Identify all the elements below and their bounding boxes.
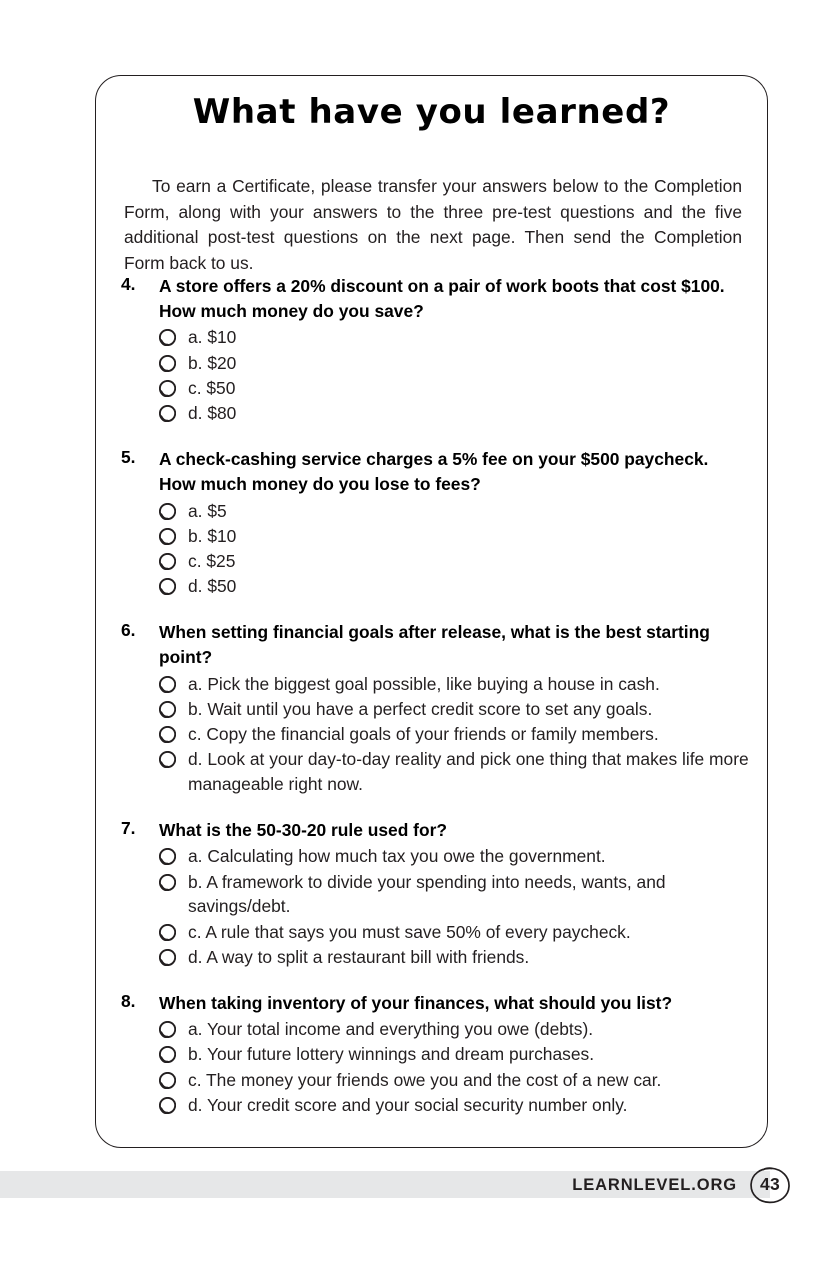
answer-options: [121, 672, 767, 797]
page-title: What have you learned?: [192, 92, 671, 132]
answer-option-label: d. $80: [188, 403, 237, 424]
question-number: 8.: [121, 990, 136, 1011]
answer-option[interactable]: [121, 574, 767, 599]
answer-option[interactable]: [121, 747, 767, 797]
question-heading: [121, 818, 767, 843]
radio-circle-icon[interactable]: [159, 1021, 176, 1038]
question-block: [96, 447, 767, 599]
question-text: A check-cashing service charges a 5% fee on your $500 paycheck. How much money do you lose to fees?: [159, 449, 709, 495]
answer-option-label: b. $20: [188, 352, 237, 373]
radio-circle-icon[interactable]: [159, 676, 176, 693]
question-number: 5.: [121, 447, 136, 468]
answer-option-label: c. A rule that says you must save 50% of every paycheck.: [188, 921, 631, 942]
worksheet-card: [95, 75, 768, 1148]
answer-option[interactable]: [121, 722, 767, 747]
answer-option-label: d. Your credit score and your social security number only.: [188, 1094, 628, 1115]
question-block: [96, 274, 767, 426]
answer-option[interactable]: [121, 1042, 767, 1067]
answer-option-label: a. Calculating how much tax you owe the government.: [188, 846, 606, 867]
answer-option-label: c. $25: [188, 551, 236, 572]
radio-circle-icon[interactable]: [159, 1046, 176, 1063]
question-heading: [121, 991, 767, 1016]
answer-options: [121, 499, 767, 600]
answer-option[interactable]: [121, 920, 767, 945]
answer-options: [121, 325, 767, 426]
footer-site-label: LEARNLEVEL.ORG: [572, 1175, 737, 1194]
answer-option-label: b. A framework to divide your spending into needs, wants, and savings/debt.: [188, 871, 666, 917]
radio-circle-icon[interactable]: [159, 949, 176, 966]
radio-circle-icon[interactable]: [159, 924, 176, 941]
radio-circle-icon[interactable]: [159, 874, 176, 891]
answer-option[interactable]: [121, 1017, 767, 1042]
question-block: [96, 818, 767, 970]
answer-option-label: d. A way to split a restaurant bill with friends.: [188, 946, 530, 967]
radio-circle-icon[interactable]: [159, 528, 176, 545]
question-heading: [121, 447, 767, 497]
answer-option[interactable]: [121, 524, 767, 549]
question-number: 4.: [121, 274, 136, 294]
answer-option[interactable]: [121, 1093, 767, 1118]
question-text: When taking inventory of your finances, what should you list?: [159, 992, 673, 1013]
answer-option[interactable]: [121, 870, 767, 920]
answer-option-label: a. Your total income and everything you owe (debts).: [188, 1018, 594, 1039]
radio-circle-icon[interactable]: [159, 701, 176, 718]
answer-option[interactable]: [121, 325, 767, 350]
page-number-badge: [748, 1165, 792, 1205]
answer-option-label: b. $10: [188, 525, 237, 546]
answer-option-label: d. $50: [188, 576, 237, 597]
question-number: 7.: [121, 818, 136, 839]
answer-options: [121, 1017, 767, 1118]
question-heading: [121, 274, 767, 324]
answer-option[interactable]: [121, 549, 767, 574]
radio-circle-icon[interactable]: [159, 405, 176, 422]
radio-circle-icon[interactable]: [159, 726, 176, 743]
radio-circle-icon[interactable]: [159, 355, 176, 372]
footer: [572, 1163, 792, 1207]
page-number: 43: [759, 1174, 781, 1194]
answer-option[interactable]: [121, 1068, 767, 1093]
answer-option[interactable]: [121, 945, 767, 970]
answer-option-label: a. $5: [188, 500, 227, 521]
answer-option[interactable]: [121, 697, 767, 722]
question-block: [96, 991, 767, 1118]
answer-options: [121, 844, 767, 969]
question-heading: [121, 620, 767, 670]
answer-option[interactable]: [121, 401, 767, 426]
question-text: A store offers a 20% discount on a pair of work boots that cost $100. How much money do you save?: [159, 276, 725, 322]
answer-option[interactable]: [121, 499, 767, 524]
answer-option-label: b. Your future lottery winnings and dream purchases.: [188, 1044, 595, 1065]
answer-option[interactable]: [121, 844, 767, 869]
radio-circle-icon[interactable]: [159, 503, 176, 520]
answer-option-label: b. Wait until you have a perfect credit score to set any goals.: [188, 698, 653, 719]
answer-option-label: c. Copy the financial goals of your friends or family members.: [188, 724, 659, 745]
radio-circle-icon[interactable]: [159, 1097, 176, 1114]
radio-circle-icon[interactable]: [159, 380, 176, 397]
question-block: [96, 620, 767, 797]
radio-circle-icon[interactable]: [159, 329, 176, 346]
answer-option[interactable]: [121, 351, 767, 376]
intro-paragraph: To earn a Certificate, please transfer your answers below to the Completion Form, along with your answers to the three pre-test questions and the five additional post-test questions on the next page. Then send the Completion Form back to us.: [124, 176, 742, 273]
radio-circle-icon[interactable]: [159, 553, 176, 570]
answer-option-label: a. $10: [188, 327, 237, 348]
question-number: 6.: [121, 620, 136, 641]
answer-option-label: c. The money your friends owe you and the cost of a new car.: [188, 1069, 662, 1090]
radio-circle-icon[interactable]: [159, 751, 176, 768]
question-text: What is the 50-30-20 rule used for?: [159, 820, 447, 841]
answer-option-label: c. $50: [188, 378, 236, 398]
questions-list: [96, 274, 767, 1139]
answer-option[interactable]: [121, 376, 767, 401]
radio-circle-icon[interactable]: [159, 848, 176, 865]
answer-option[interactable]: [121, 672, 767, 697]
answer-option-label: a. Pick the biggest goal possible, like buying a house in cash.: [188, 673, 660, 694]
radio-circle-icon[interactable]: [159, 1072, 176, 1089]
question-text: When setting financial goals after release, what is the best starting point?: [159, 622, 710, 668]
answer-option-label: d. Look at your day-to-day reality and pick one thing that makes life more manageable right now.: [188, 749, 749, 795]
radio-circle-icon[interactable]: [159, 578, 176, 595]
